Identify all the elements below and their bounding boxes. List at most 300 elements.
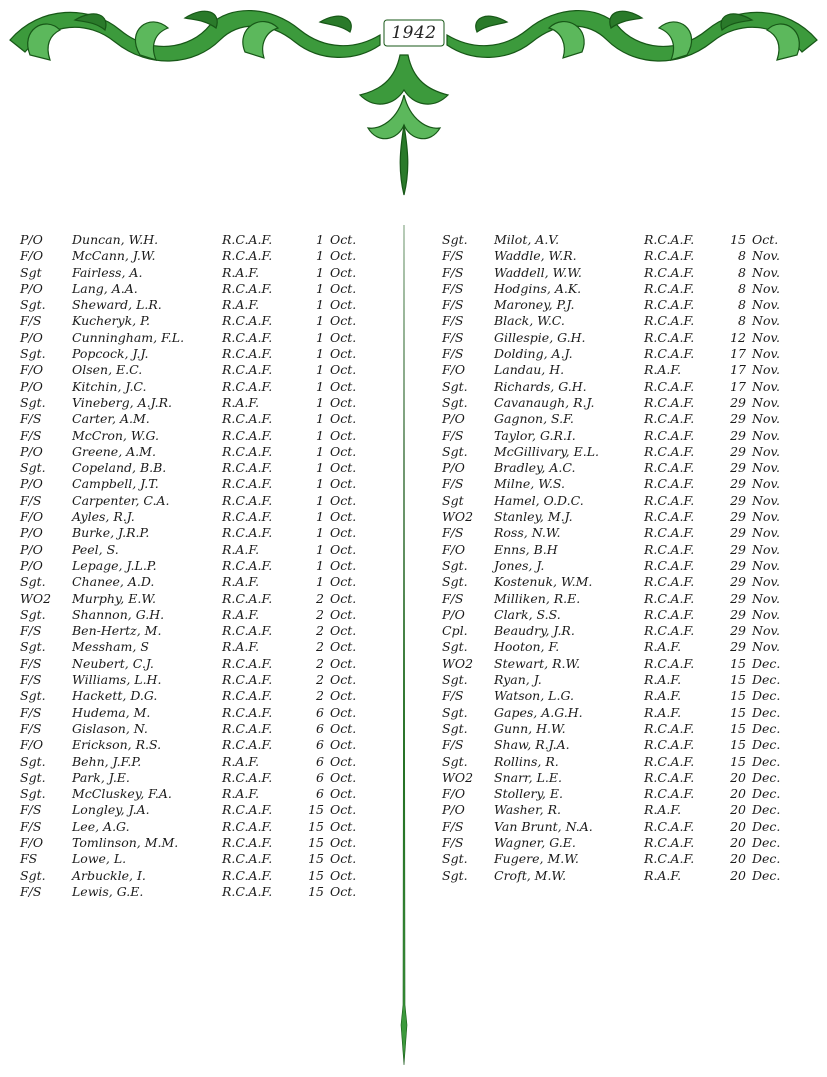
casualty-day: 15: [308, 818, 324, 834]
casualty-name: Peel, S.: [72, 541, 119, 557]
casualty-force: R.C.A.F.: [222, 329, 273, 345]
casualty-day: 8: [738, 280, 746, 296]
casualty-name: Dolding, A.J.: [494, 346, 573, 362]
casualty-force: R.C.A.F.: [222, 443, 273, 459]
names-column-right: [442, 232, 812, 884]
casualty-rank: Sgt.: [442, 394, 468, 410]
casualty-month: Nov.: [752, 329, 781, 345]
casualty-rank: F/S: [20, 655, 42, 671]
casualty-row: [442, 721, 812, 737]
casualty-row: [442, 754, 812, 770]
casualty-name: Burke, J.R.P.: [72, 525, 150, 541]
casualty-row: [20, 444, 390, 460]
casualty-month: Oct.: [330, 557, 357, 573]
casualty-day: 1: [316, 443, 324, 459]
casualty-day: 15: [730, 737, 746, 753]
casualty-rank: WO2: [442, 509, 474, 525]
casualty-rank: P/O: [20, 443, 43, 459]
casualty-month: Oct.: [330, 378, 357, 394]
casualty-name: Stewart, R.W.: [494, 655, 581, 671]
casualty-day: 15: [730, 688, 746, 704]
casualty-rank: F/O: [20, 248, 44, 264]
casualty-row: [20, 346, 390, 362]
casualty-month: Nov.: [752, 443, 781, 459]
casualty-rank: Cpl.: [442, 623, 468, 639]
casualty-day: 15: [730, 720, 746, 736]
casualty-month: Oct.: [330, 851, 357, 867]
casualty-name: Gunn, H.W.: [494, 720, 566, 736]
casualty-name: Fugere, M.W.: [494, 851, 579, 867]
casualty-day: 15: [730, 753, 746, 769]
names-column-left: [20, 232, 390, 900]
casualty-month: Nov.: [752, 574, 781, 590]
casualty-row: [20, 851, 390, 867]
casualty-force: R.C.A.F.: [222, 427, 273, 443]
casualty-name: Milliken, R.E.: [494, 590, 581, 606]
casualty-month: Dec.: [752, 655, 781, 671]
casualty-row: [20, 493, 390, 509]
casualty-name: Park, J.E.: [72, 769, 130, 785]
casualty-day: 17: [730, 346, 746, 362]
casualty-row: [442, 313, 812, 329]
casualty-month: Dec.: [752, 769, 781, 785]
casualty-rank: F/S: [20, 883, 42, 899]
casualty-day: 29: [730, 460, 746, 476]
casualty-force: R.C.A.F.: [644, 329, 695, 345]
casualty-force: R.A.F.: [644, 802, 682, 818]
casualty-day: 29: [730, 639, 746, 655]
casualty-day: 6: [316, 704, 324, 720]
casualty-name: Carpenter, C.A.: [72, 492, 170, 508]
casualty-month: Dec.: [752, 834, 781, 850]
casualty-day: 1: [316, 476, 324, 492]
casualty-day: 2: [316, 672, 324, 688]
casualty-day: 15: [308, 867, 324, 883]
casualty-force: R.C.A.F.: [222, 802, 273, 818]
casualty-rank: F/S: [442, 248, 464, 264]
casualty-rank: Sgt.: [20, 460, 46, 476]
casualty-day: 15: [308, 883, 324, 899]
casualty-name: Milne, W.S.: [494, 476, 565, 492]
casualty-force: R.C.A.F.: [644, 851, 695, 867]
casualty-rank: Sgt.: [442, 704, 468, 720]
casualty-row: [442, 786, 812, 802]
casualty-month: Oct.: [330, 297, 357, 313]
casualty-force: R.C.A.F.: [644, 378, 695, 394]
casualty-name: Cunningham, F.L.: [72, 329, 185, 345]
casualty-force: R.C.A.F.: [222, 248, 273, 264]
casualty-rank: F/O: [442, 541, 466, 557]
casualty-name: McGillivary, E.L.: [494, 443, 599, 459]
casualty-rank: Sgt.: [442, 557, 468, 573]
casualty-day: 6: [316, 720, 324, 736]
casualty-name: Arbuckle, I.: [72, 867, 146, 883]
casualty-row: [442, 672, 812, 688]
casualty-rank: P/O: [442, 460, 465, 476]
casualty-force: R.C.A.F.: [644, 541, 695, 557]
casualty-rank: P/O: [20, 557, 43, 573]
casualty-rank: F/O: [20, 509, 44, 525]
casualty-force: R.C.A.F.: [222, 867, 273, 883]
casualty-month: Oct.: [330, 753, 357, 769]
casualty-month: Oct.: [330, 232, 357, 247]
casualty-month: Oct.: [330, 509, 357, 525]
casualty-rank: Sgt.: [442, 753, 468, 769]
casualty-force: R.C.A.F.: [222, 378, 273, 394]
casualty-month: Dec.: [752, 802, 781, 818]
casualty-force: R.A.F.: [222, 394, 260, 410]
casualty-name: Ross, N.W.: [494, 525, 561, 541]
casualty-day: 29: [730, 394, 746, 410]
casualty-row: [442, 835, 812, 851]
casualty-name: Lepage, J.L.P.: [72, 557, 157, 573]
casualty-day: 15: [730, 232, 746, 247]
casualty-name: Rollins, R.: [494, 753, 559, 769]
casualty-rank: P/O: [20, 232, 43, 247]
casualty-row: [20, 868, 390, 884]
casualty-month: Nov.: [752, 492, 781, 508]
casualty-day: 20: [730, 867, 746, 883]
casualty-row: [442, 460, 812, 476]
casualty-month: Dec.: [752, 786, 781, 802]
casualty-name: Lang, A.A.: [72, 280, 138, 296]
casualty-month: Dec.: [752, 688, 781, 704]
casualty-name: Gislason, N.: [72, 720, 148, 736]
casualty-month: Nov.: [752, 460, 781, 476]
casualty-force: R.C.A.F.: [222, 411, 273, 427]
casualty-month: Oct.: [330, 867, 357, 883]
casualty-day: 29: [730, 541, 746, 557]
casualty-day: 6: [316, 786, 324, 802]
casualty-row: [442, 623, 812, 639]
casualty-row: [442, 558, 812, 574]
casualty-row: [442, 656, 812, 672]
casualty-row: [442, 379, 812, 395]
casualty-rank: Sgt.: [442, 720, 468, 736]
casualty-name: Carter, A.M.: [72, 411, 150, 427]
casualty-day: 1: [316, 394, 324, 410]
casualty-rank: Sgt.: [442, 443, 468, 459]
casualty-rank: P/O: [20, 476, 43, 492]
casualty-rank: WO2: [442, 769, 474, 785]
casualty-month: Oct.: [330, 720, 357, 736]
casualty-month: Oct.: [330, 313, 357, 329]
casualty-day: 6: [316, 769, 324, 785]
casualty-row: [20, 509, 390, 525]
casualty-rank: Sgt.: [442, 639, 468, 655]
casualty-row: [442, 639, 812, 655]
casualty-rank: F/O: [20, 737, 44, 753]
casualty-row: [442, 868, 812, 884]
casualty-name: Hamel, O.D.C.: [494, 492, 584, 508]
casualty-row: [20, 656, 390, 672]
casualty-month: Nov.: [752, 248, 781, 264]
casualty-month: Dec.: [752, 720, 781, 736]
casualty-name: Shannon, G.H.: [72, 606, 165, 622]
casualty-force: R.C.A.F.: [644, 411, 695, 427]
casualty-day: 20: [730, 834, 746, 850]
casualty-row: [442, 851, 812, 867]
vine-scroll-right: [447, 11, 817, 61]
casualty-day: 2: [316, 655, 324, 671]
casualty-rank: Sgt.: [20, 769, 46, 785]
casualty-rank: FS: [20, 851, 38, 867]
casualty-force: R.C.A.F.: [644, 297, 695, 313]
casualty-name: Van Brunt, N.A.: [494, 818, 593, 834]
casualty-force: R.A.F.: [644, 688, 682, 704]
casualty-rank: F/S: [442, 264, 464, 280]
casualty-rank: Sgt: [442, 492, 464, 508]
casualty-force: R.C.A.F.: [222, 769, 273, 785]
casualty-month: Oct.: [330, 492, 357, 508]
casualty-rank: F/S: [20, 802, 42, 818]
casualty-force: R.C.A.F.: [644, 509, 695, 525]
casualty-force: R.C.A.F.: [222, 672, 273, 688]
casualty-force: R.C.A.F.: [644, 720, 695, 736]
casualty-rank: Sgt.: [20, 639, 46, 655]
casualty-name: Lowe, L.: [72, 851, 127, 867]
casualty-month: Nov.: [752, 623, 781, 639]
casualty-name: Snarr, L.E.: [494, 769, 562, 785]
casualty-day: 8: [738, 264, 746, 280]
casualty-name: Gillespie, G.H.: [494, 329, 586, 345]
casualty-rank: P/O: [20, 329, 43, 345]
casualty-month: Oct.: [330, 248, 357, 264]
casualty-month: Dec.: [752, 737, 781, 753]
casualty-force: R.C.A.F.: [222, 525, 273, 541]
casualty-name: Wagner, G.E.: [494, 834, 576, 850]
casualty-name: McCluskey, F.A.: [72, 786, 172, 802]
casualty-force: R.C.A.F.: [222, 280, 273, 296]
casualty-row: [442, 346, 812, 362]
casualty-name: Gapes, A.G.H.: [494, 704, 583, 720]
casualty-force: R.A.F.: [222, 264, 260, 280]
casualty-row: [20, 623, 390, 639]
casualty-month: Nov.: [752, 264, 781, 280]
casualty-force: R.C.A.F.: [222, 851, 273, 867]
casualty-day: 1: [316, 492, 324, 508]
casualty-force: R.C.A.F.: [644, 753, 695, 769]
casualty-name: Stanley, M.J.: [494, 509, 573, 525]
casualty-force: R.C.A.F.: [644, 427, 695, 443]
casualty-rank: F/S: [442, 688, 464, 704]
casualty-rank: Sgt.: [442, 574, 468, 590]
casualty-row: [20, 281, 390, 297]
casualty-name: Kitchin, J.C.: [72, 378, 147, 394]
casualty-day: 1: [316, 557, 324, 573]
casualty-day: 29: [730, 623, 746, 639]
casualty-rank: F/S: [20, 313, 42, 329]
casualty-row: [20, 362, 390, 378]
casualty-name: Murphy, E.W.: [72, 590, 156, 606]
casualty-name: Bradley, A.C.: [494, 460, 576, 476]
casualty-name: Croft, M.W.: [494, 867, 567, 883]
casualty-force: R.A.F.: [222, 297, 260, 313]
casualty-row: [20, 574, 390, 590]
casualty-name: Popcock, J.J.: [72, 346, 149, 362]
casualty-name: Ben-Hertz, M.: [72, 623, 162, 639]
casualty-name: Duncan, W.H.: [72, 232, 159, 247]
casualty-month: Nov.: [752, 590, 781, 606]
casualty-force: R.A.F.: [644, 672, 682, 688]
casualty-month: Nov.: [752, 362, 781, 378]
casualty-rank: F/S: [442, 297, 464, 313]
casualty-force: R.C.A.F.: [222, 623, 273, 639]
casualty-day: 2: [316, 688, 324, 704]
casualty-day: 29: [730, 525, 746, 541]
casualty-month: Nov.: [752, 297, 781, 313]
casualty-row: [20, 884, 390, 900]
casualty-rank: Sgt.: [20, 394, 46, 410]
casualty-rank: Sgt: [20, 264, 42, 280]
casualty-name: Richards, G.H.: [494, 378, 587, 394]
casualty-month: Oct.: [330, 443, 357, 459]
casualty-day: 29: [730, 509, 746, 525]
casualty-name: Maroney, P.J.: [494, 297, 575, 313]
casualty-rank: F/O: [442, 786, 466, 802]
casualty-force: R.C.A.F.: [222, 704, 273, 720]
casualty-day: 2: [316, 606, 324, 622]
casualty-rank: F/S: [20, 411, 42, 427]
casualty-day: 29: [730, 476, 746, 492]
casualty-day: 1: [316, 525, 324, 541]
casualty-rank: Sgt.: [20, 786, 46, 802]
casualty-name: Williams, L.H.: [72, 672, 162, 688]
casualty-rank: F/S: [442, 427, 464, 443]
casualty-day: 8: [738, 313, 746, 329]
center-divider-rule: [396, 225, 412, 1075]
casualty-day: 6: [316, 753, 324, 769]
casualty-force: R.A.F.: [222, 606, 260, 622]
casualty-day: 1: [316, 248, 324, 264]
casualty-name: Vineberg, A.J.R.: [72, 394, 172, 410]
casualty-name: Tomlinson, M.M.: [72, 834, 179, 850]
casualty-row: [442, 705, 812, 721]
casualty-row: [442, 591, 812, 607]
casualty-rank: Sgt.: [442, 867, 468, 883]
casualty-day: 29: [730, 411, 746, 427]
casualty-day: 1: [316, 362, 324, 378]
casualty-force: R.C.A.F.: [644, 557, 695, 573]
casualty-month: Nov.: [752, 280, 781, 296]
casualty-day: 20: [730, 786, 746, 802]
casualty-day: 29: [730, 427, 746, 443]
casualty-name: Stollery, E.: [494, 786, 563, 802]
casualty-row: [20, 297, 390, 313]
casualty-day: 2: [316, 639, 324, 655]
casualty-row: [20, 232, 390, 248]
casualty-row: [20, 754, 390, 770]
casualty-row: [20, 379, 390, 395]
casualty-row: [20, 705, 390, 721]
casualty-rank: Sgt.: [442, 851, 468, 867]
casualty-day: 1: [316, 329, 324, 345]
casualty-rank: F/S: [442, 590, 464, 606]
casualty-month: Nov.: [752, 394, 781, 410]
casualty-row: [20, 265, 390, 281]
casualty-force: R.C.A.F.: [644, 394, 695, 410]
casualty-month: Nov.: [752, 378, 781, 394]
casualty-force: R.C.A.F.: [644, 264, 695, 280]
casualty-force: R.C.A.F.: [222, 476, 273, 492]
casualty-row: [442, 232, 812, 248]
casualty-force: R.C.A.F.: [222, 688, 273, 704]
casualty-name: Waddell, W.W.: [494, 264, 582, 280]
casualty-month: Oct.: [330, 737, 357, 753]
casualty-rank: Sgt.: [20, 346, 46, 362]
casualty-month: Oct.: [330, 639, 357, 655]
casualty-month: Dec.: [752, 867, 781, 883]
casualty-month: Nov.: [752, 557, 781, 573]
casualty-rank: F/S: [20, 623, 42, 639]
casualty-name: Sheward, L.R.: [72, 297, 162, 313]
casualty-day: 20: [730, 818, 746, 834]
casualty-rank: P/O: [20, 541, 43, 557]
casualty-day: 29: [730, 492, 746, 508]
casualty-force: R.C.A.F.: [644, 606, 695, 622]
casualty-row: [20, 542, 390, 558]
casualty-day: 29: [730, 606, 746, 622]
year-heading: 1942: [391, 23, 437, 43]
casualty-name: Taylor, G.R.I.: [494, 427, 576, 443]
casualty-row: [442, 525, 812, 541]
casualty-row: [442, 542, 812, 558]
casualty-name: Greene, A.M.: [72, 443, 156, 459]
casualty-force: R.C.A.F.: [644, 492, 695, 508]
casualty-rank: F/S: [442, 346, 464, 362]
casualty-force: R.C.A.F.: [644, 590, 695, 606]
casualty-force: R.C.A.F.: [222, 509, 273, 525]
casualty-row: [20, 639, 390, 655]
casualty-rank: Sgt.: [20, 867, 46, 883]
casualty-month: Oct.: [330, 623, 357, 639]
casualty-rank: WO2: [20, 590, 52, 606]
casualty-month: Oct.: [330, 769, 357, 785]
casualty-row: [20, 460, 390, 476]
casualty-rank: F/O: [20, 362, 44, 378]
casualty-rank: F/S: [442, 476, 464, 492]
casualty-month: Oct.: [330, 411, 357, 427]
casualty-month: Oct.: [330, 362, 357, 378]
casualty-day: 29: [730, 557, 746, 573]
casualty-month: Oct.: [330, 476, 357, 492]
casualty-day: 1: [316, 264, 324, 280]
casualty-rank: P/O: [442, 411, 465, 427]
casualty-row: [442, 737, 812, 753]
casualty-day: 6: [316, 737, 324, 753]
casualty-day: 1: [316, 574, 324, 590]
casualty-force: R.C.A.F.: [222, 883, 273, 899]
casualty-rank: Sgt.: [20, 574, 46, 590]
casualty-row: [20, 721, 390, 737]
casualty-row: [20, 525, 390, 541]
casualty-rank: F/S: [442, 313, 464, 329]
casualty-day: 17: [730, 378, 746, 394]
casualty-row: [20, 819, 390, 835]
casualty-force: R.A.F.: [222, 574, 260, 590]
casualty-day: 15: [730, 655, 746, 671]
casualty-force: R.C.A.F.: [644, 623, 695, 639]
casualty-month: Oct.: [330, 541, 357, 557]
casualty-force: R.C.A.F.: [222, 362, 273, 378]
casualty-day: 1: [316, 378, 324, 394]
casualty-row: [442, 281, 812, 297]
casualty-name: Erickson, R.S.: [72, 737, 162, 753]
casualty-name: Hudema, M.: [72, 704, 151, 720]
casualty-month: Oct.: [330, 672, 357, 688]
casualty-day: 1: [316, 427, 324, 443]
casualty-month: Nov.: [752, 525, 781, 541]
